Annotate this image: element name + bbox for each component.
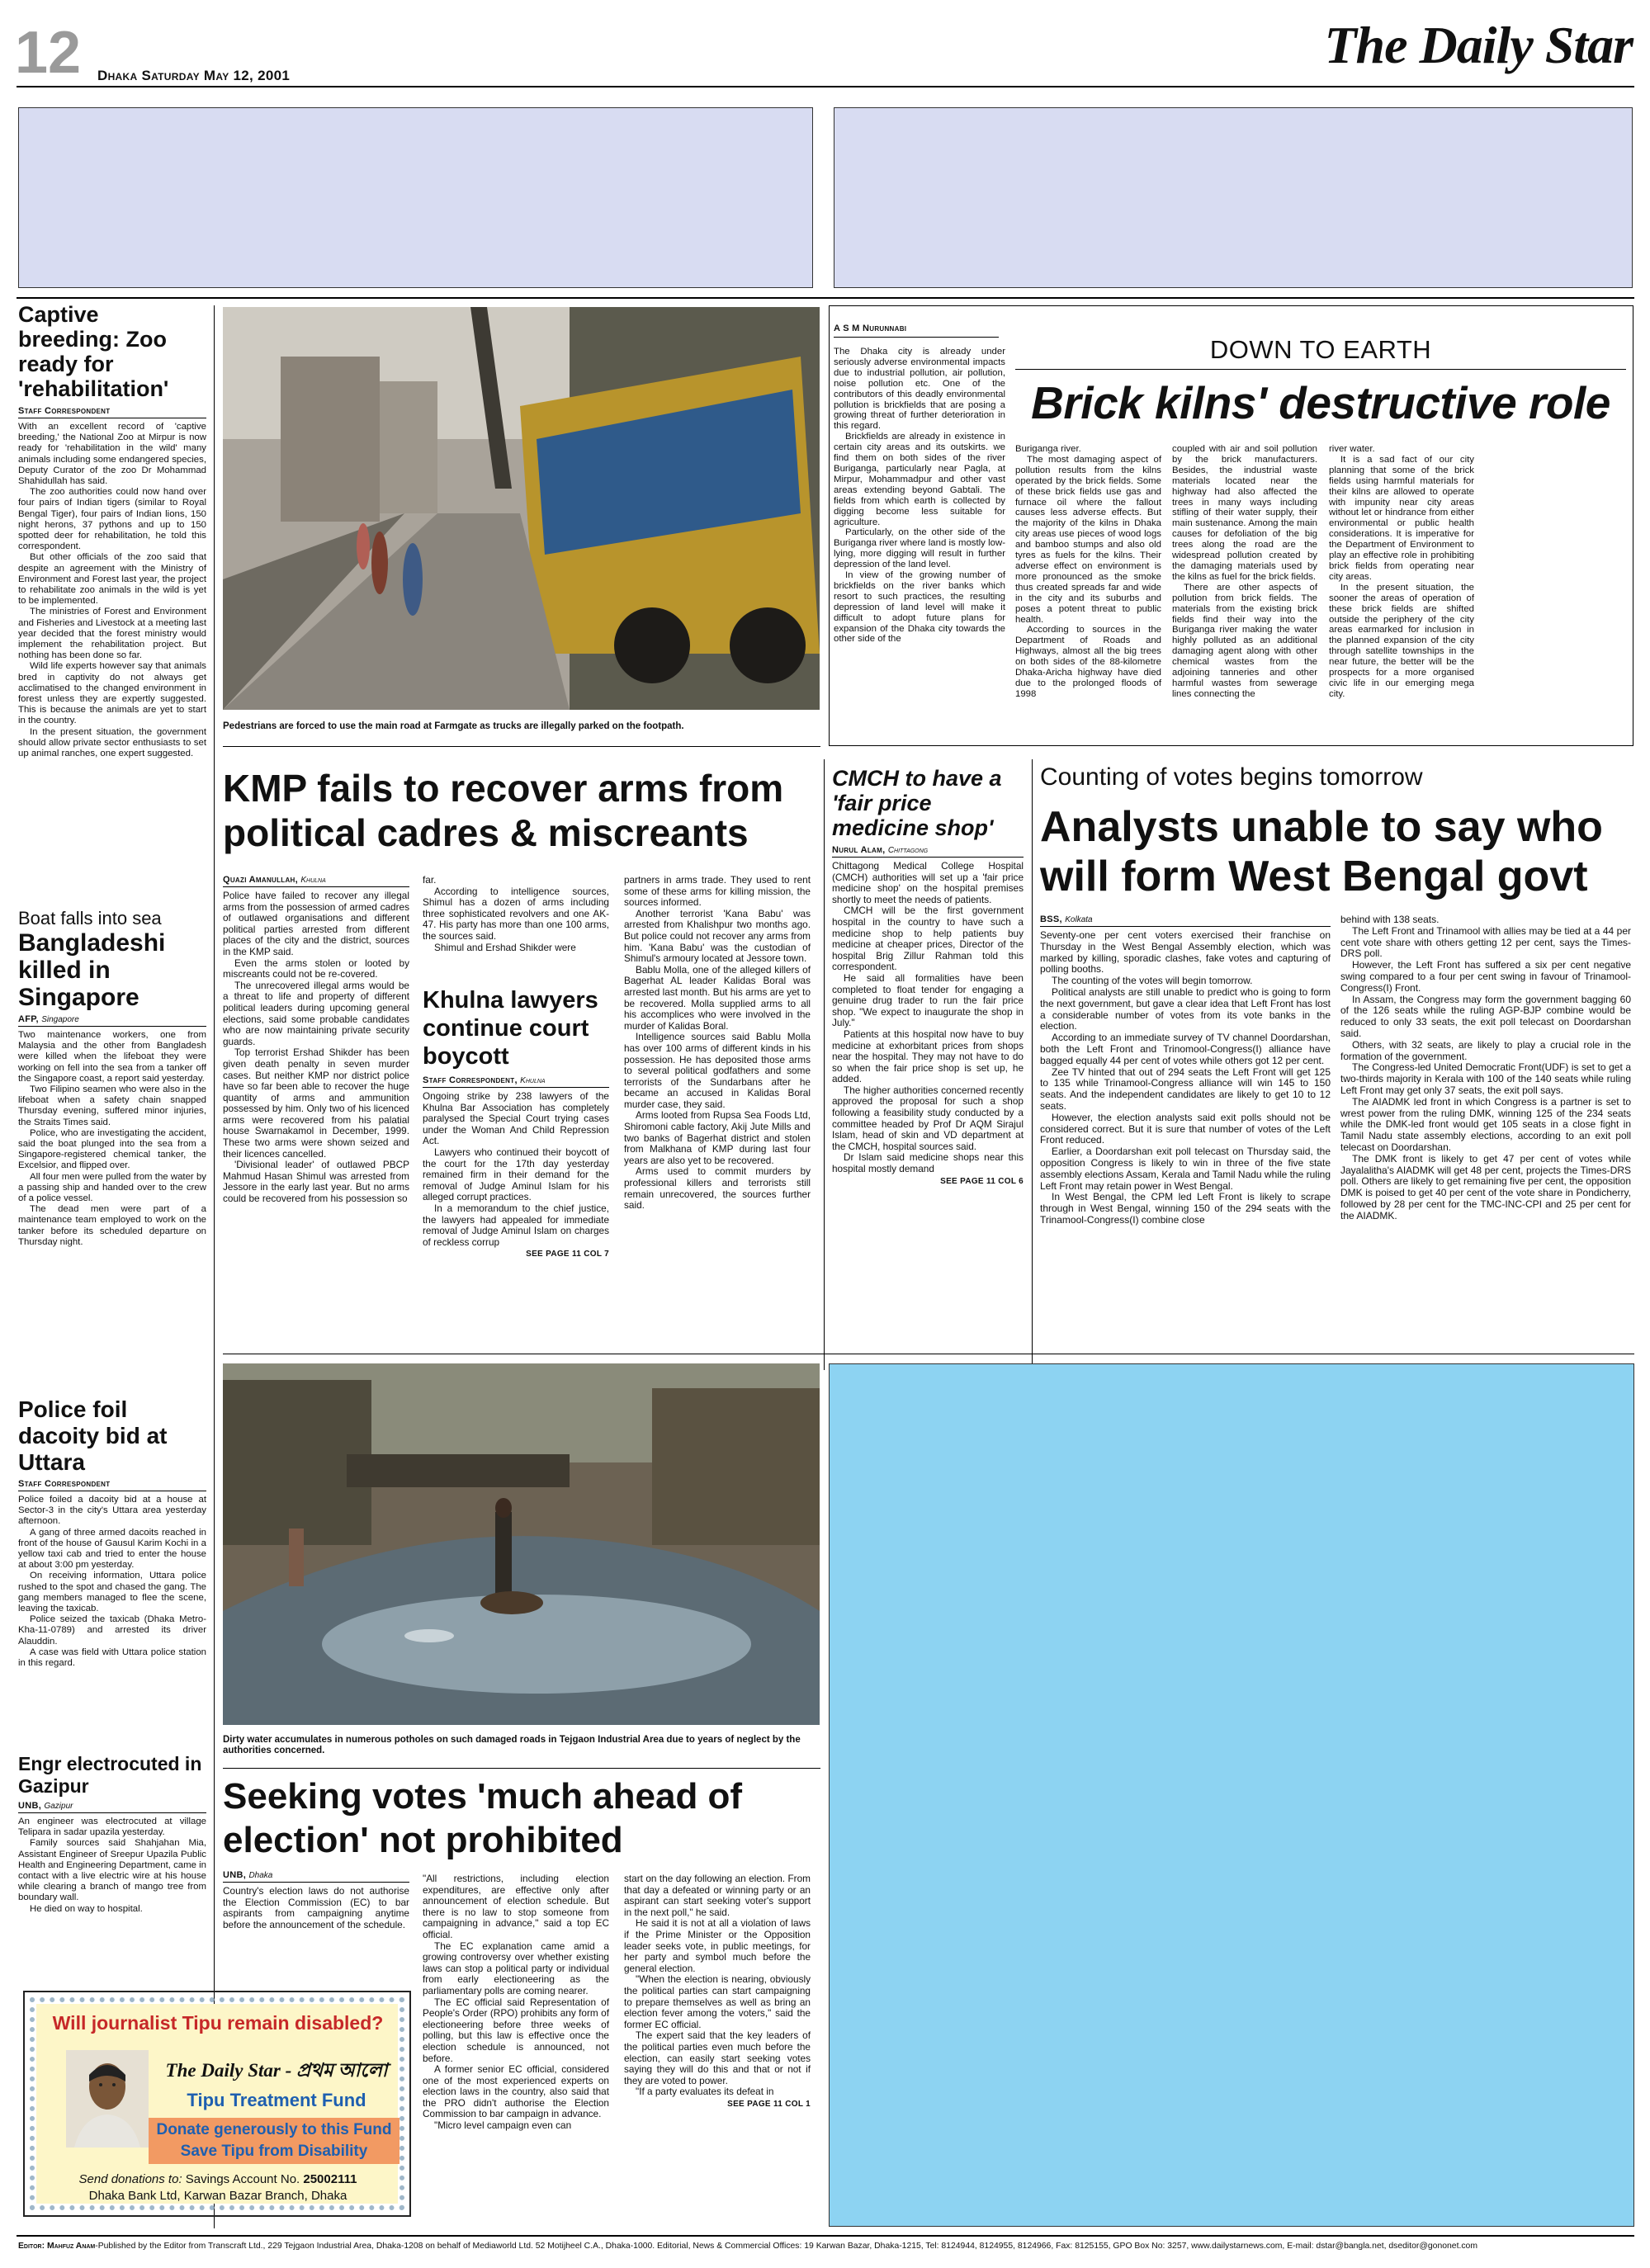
promo-logo: The Daily Star - প্রথম আলো xyxy=(165,2060,388,2081)
bengal-headline: Analysts unable to say who will form West Bengal govt xyxy=(1040,803,1603,900)
tipu-fund-box xyxy=(23,1991,411,2217)
votes-seepage: SEE PAGE 11 COL 1 xyxy=(727,2099,811,2109)
promo-bank: Dhaka Bank Ltd, Karwan Bazar Branch, Dhaka xyxy=(88,2189,347,2203)
brick-col1: The Dhaka city is already under seriously adverse environmental impacts due to industrial pollution, air pollution, noise pollution etc. One of the contributors of this deadly environmental pollution is brickfields that are posing a growing threat of further deterioration in this regard. Brickfields are already in existence in certain city areas and its outskirts. we find them on both sides of the river Buriganga, particularly near Pagla, at Mirpur, Mohammadpur and other vast areas extending beyond Gabtali. The fields from which earth is collected by digging become less suitable for agriculture. Particularly, on the other side of the Buriganga river where land is mostly low-lying, more digging will result in further depression of the land level. In view of the growing number of brickfields on the river banks which resort to such practices, the resulting depression of land level will make it difficult to adopt future plans for expansion of the Dhaka city towards the other side of the xyxy=(834,347,1005,645)
electrocuted-byline: UNB, Gazipur xyxy=(18,1801,206,1813)
cmch-story: CMCH to have a 'fair price medicine shop' Nurul Alam, Chittagong Chittagong Medical College Hospital (CMCH) authorities will set up a 'fair price medicine shop' on the hospital premises shortly to meet the needs of patients. CMCH will be the first government hospital in the country to have such a medicine shop to help patients buy medicine at cheaper prices, Director of the hospital Brig Zillur Rahman told this correspondent. He said all formalities have been completed to float tender for engaging a genuine drug trader to run the fair price shop. "We expect to inaugurate the shop in July." Patients at this hospital now have to buy medicine at exhorbitant prices from shops near the hospital. They may not have to do so when the fair price shop is set up, he added. The higher authorities concerned recently approved the proposal for such a shop following a feasibility study conducted by a committee headed by Prof Dr AQM Sirajul Islam, head of skin and VD department at the CMCH, hospital sources said. Dr Islam said medicine shops near this hospital mostly demand SEE PAGE 11 COL 6 xyxy=(832,766,1024,1186)
ad-box-lower xyxy=(829,1363,1634,2227)
zoo-byline: Staff Correspondent xyxy=(18,406,206,418)
dacoity-body: Police foiled a dacoity bid at a house at Sector-3 in the city's Uttara area yesterday afternoon. A gang of three armed dacoits reached in front of the house of Gausul Karim Kochi in a yellow taxi cab and tried to enter the house at about 3:00 pm yesterday. On receiving information, Uttara police rushed to the spot and chased the gang. The gang members managed to flee the scene, leaving the taxicab. Police seized the taxicab (Dhaka Metro-Kha-11-0789) and arrested its driver Alauddin. A case was field with Uttara police station in this regard. xyxy=(18,1495,206,1669)
footer: Editor: Mahfuz Anam-Published by the Editor from Transcraft Ltd., 229 Tejgaon Industrial Area, Dhaka-1208 on behalf of Mediaworld Ltd. 52 Motijheel C.A., Dhaka-1000. Editorial, News & Commercial Offices: 19 Karwan Bazar, Dhaka-1215, Tel: 8124944, 8124955, 8124966, Fax: 8125155, GPO Box No: 3257, www.dailystarnews.com, E-mail: dstar@bangla.net, dseditor@gononet.com xyxy=(18,2242,1477,2251)
dacoity-story xyxy=(18,1396,206,1669)
boat-byline: AFP, Singapore xyxy=(18,1014,206,1027)
promo-fund: Tipu Treatment Fund xyxy=(187,2090,366,2110)
votes-col3: start on the day following an election. From that day a defeated or winning party or an aspirant can start seeking voter's support in the next poll," he said. He said it is not at all a violation of laws if the Prime Minister or the Opposition leader seeks vote, in public meetings, for her party and symbol much before the general election. "When the election is nearing, obviously the political parties can start campaigning to prepare themselves as well as bring an election fever among the voters," said the former EC official. The expert said that the key leaders of the political parties even much before the election, can easily start seeking votes saying they will do this and that or not if they are voted to power. "If a party evaluates its defeat in SEE PAGE 11 COL 1 xyxy=(624,1873,811,2109)
page-number: 12 xyxy=(15,20,82,86)
boat-body: Two maintenance workers, one from Malaysia and the other from Bangladesh were killed when the lifeboat they were working on fell into the sea from a tanker off the Singapore coast, a report said yesterday. Two Filipino seamen who were also in the lifeboat when a safety chain snapped Thursday evening, suffered minor injuries, the Straits Times said. Police, who are investigating the accident, said the boat plunged into the sea from a Singapore-registered chemical tanker, the Excelsior, and flipped over. All four men were pulled from the water by a passing ship and handed over to the crew of a police vessel. The dead men were part of a maintenance team employed to work on the tanker before its scheduled departure on Thursday night. xyxy=(18,1030,206,1247)
bengal-col2: behind with 138 seats. The Left Front and Trinamool with allies may be tied at a 44 per cent vote share with others getting 12 per cent, says the Times-DRS poll. However, the Left Front has suffered a six per cent negative swing compared to a four per cent swing in favour of Trinamool-Congress(I) Front. In Assam, the Congress may form the government bagging 60 of the 126 seats while the ruling AGP-BJP combine would be reduced to only 33 seats, the exit poll telecast on Doordarshan said. Others, with 32 seats, are likely to play a crucial role in the formation of the government. The Congress-led United Democratic Front(UDF) is set to get a two-thirds majority in Kerala with 100 of the 140 seats while ruling Left Front may get only 37 seats, the exit poll says. The AIADMK led front in which Congress is a partner is set to wrest power from the ruling DMK, winning 125 of the 234 seats while the DMK-led front would get 105 seats in a close fight in Tamil Nadu state assembly elections, according to an exit poll telecast on Doordarshan. The DMK front is likely to get 47 per cent of votes while Jayalalitha's AIADMK will get 48 per cent, projects the Times-DRS poll. Others are likely to get remaining five per cent, the opposition DMK is poised to get 40 per cent of the vote share in Pondicherry, followed by 28 per cent for the TMC-INC-CPI and 25 per cent for the AIADMK. xyxy=(1340,914,1631,1221)
footer-rule xyxy=(17,2235,1634,2237)
khulna-story: Khulna lawyers continue court boycott Staff Correspondent, Khulna Ongoing strike by 238 lawyers of the Khulna Bar Association has completely paralysed the Special Court trying cases under the Woman And Child Repression Act. Lawyers who continued their boycott of the court for the 17th day yesterday remained firm in their demand for the removal of Judge Aminul Islam for his alleged corrupt practices. In a memorandum to the chief justice, the lawyers had appealed for immediate removal of Judge Aminul Islam on charges of reckless corrup SEE PAGE 11 COL 7 xyxy=(423,987,609,1259)
brick-headline: Brick kilns' destructive role xyxy=(1031,377,1610,428)
zoo-body: With an excellent record of 'captive breeding,' the National Zoo at Mirpur is now ready for 'rehabilitation in the wild' many animals including some endangered species, Deputy Curator of the zoo Dr Mohammad Shahidullah has said. The zoo authorities could now hand over four pairs of Indian tigers (similar to Royal Bengal Tiger), four pairs of Indian lions, 150 night herons, 37 pythons and up to 150 spotted deer for rehabilitation, he told this correspondent. But other officials of the zoo said that despite an agreement with the Ministry of Environment and Forest last year, the project to rehabilitate zoo animals in the wild is yet to be implemented. The ministries of Forest and Environment and Fisheries and Livestock at a meeting last year decided that the forest ministry would implement the rehabilitation project. But nothing has been done so far. Wild life experts however say that animals bred in captivity do not always get acclimatised to the changed environment in forest unless they are expertly suggested. This is because the animals are yet to start in the country. In the present situation, the government should allow private sector enthusiasts to set up animal ranches, one expert suggested. xyxy=(18,422,206,759)
khulna-byline: Staff Correspondent, Khulna xyxy=(423,1075,609,1088)
kmp-col2: far. According to intelligence sources, Shimul has a dozen of arms including three sophisticated revolvers and one AK-47. His party has more than one 100 arms, the sources said. Shimul and Ershad Shikder were xyxy=(423,874,609,953)
brick-byline: A S M Nurunnabi xyxy=(834,324,907,333)
bengal-byline: BSS, Kolkata xyxy=(1040,914,1331,927)
column-divider xyxy=(1032,759,1033,1370)
kmp-col3: partners in arms trade. They used to rent some of these arms for killing mission, the sources informed. Another terrorist 'Kana Babu' was arrested from Khalishpur two months ago. But police could not recover any arms from him. 'Kana Babu' was the custodian of Shimul's armoury located at Jessore town. Bablu Molla, one of the alleged killers of Bagerhat AL leader Kalidas Boral was arrested last month. But his arms are yet to be recovered. Molla supplied arms to all his accomplices who were involved in the murder of Kalidas Boral. Intelligence sources said Bablu Molla has over 100 arms of different kinds in his possession. He has deposited those arms to several political godfathers and some terrorists of the Sundarbans after he became an accused in Kalidas Boral murder case, they said. Arms looted from Rupsa Sea Foods Ltd, Shiromoni cable factory, Akij Jute Mills and two banks of Bagerhat district and stolen from Malkhana of KMP during last four years are also yet to be recovered. Arms used to commit murders by professional killers and terrorists still remain unrecovered, the sources further said. xyxy=(624,874,811,1212)
tejgaon-caption: Dirty water accumulates in numerous potholes on such damaged roads in Tejgaon Industrial Area due to years of neglect by the authorities concerned. xyxy=(223,1735,801,1755)
brick-col3: coupled with air and soil pollution by the brick manufacturers. Besides, the industrial waste materials located near the highway had also affected the trees in many ways including stifling of their water supply, their main sustenance. Among the main causes for defoliation of the big trees along the road are the widespread pollution created by the damaging materials used by the kilns as fuel for the brick fields. There are other aspects of pollution from brick fields. The materials from the existing brick fields find their way into the Buriganga river making the water highly polluted as an additional damaging agent along with other chemical wastes from the adjoining tanneries and other harmful wastes from sewerage lines connecting the xyxy=(1172,444,1317,699)
bengal-kicker: Counting of votes begins tomorrow xyxy=(1040,763,1423,791)
votes-headline: Seeking votes 'much ahead of election' not prohibited xyxy=(223,1776,743,1860)
kmp-col1: Quazi Amanullah, Khulna Police have failed to recover any illegal arms from the possession of armed cadres of outlawed organisations and different political parties arrested from different places of the city and the district, sources in the KMP said. Even the arms stolen or looted by miscreants could not be re-covered. The unrecovered illegal arms would be a threat to life and property of different political leaders during upcoming general elections, said some probable candidates who are now maintaining private security guards. Top terrorist Ershad Shikder has been given death penalty in seven murder cases. But neither KMP nor district police have so far been able to recover the huge quantity of arms and ammunition possessed by him. Only two of his licenced arms were recovered from his palatial house Swarnakamol in December, 1999. These two arms were shown seized and their licences cancelled. 'Divisional leader' of outlawed PBCP Mahmud Hasan Shimul was arrested from Jessore in the early last year. But no arms could be recovered from his possession so xyxy=(223,875,409,1205)
promo-title: Will journalist Tipu remain disabled? xyxy=(52,2012,384,2034)
farmgate-photo xyxy=(223,307,820,710)
brick-label-rule xyxy=(1015,369,1626,370)
column-divider xyxy=(824,759,825,1370)
boat-headline: Bangladeshi killed in Singapore xyxy=(18,929,166,1011)
brick-col2: Buriganga river. The most damaging aspect of pollution results from the kilns operated by the brick fields. Some of these brick fields use gas and furnace oil where the fallout causes less adverse effects. But the majority of the kilns in Dhaka city areas use pieces of wood logs and bamboo stumps and also old tyres as fuels for the kilns. Their adverse effect on environment is more pronounced as the smoke thus created spreads far and wide in the city and its suburbs and poses a potent threat to public health. According to sources in the Department of Roads and Highways, almost all the big trees on both sides of the 88-kilometre Dhaka-Aricha highway have died due to the prolonged floods of 1998 xyxy=(1015,444,1161,699)
cmch-headline: CMCH to have a 'fair price medicine shop' xyxy=(832,766,1002,840)
kmp-byline: Quazi Amanullah, Khulna xyxy=(223,875,409,887)
ad-rule xyxy=(17,297,1634,299)
cmch-seepage: SEE PAGE 11 COL 6 xyxy=(940,1176,1024,1186)
zoo-story xyxy=(18,302,206,759)
electrocuted-body: An engineer was electrocuted at village Telipara in sadar upazila yesterday. Family sources said Shahjahan Mia, Assistant Engineer of Sreepur Upazila Public Health and Engineering Department, came in contact with a live electric wire at his house while clearing a branch of mango tree from boundary wall. He died on way to hospital. xyxy=(18,1817,206,1914)
photo1-rule xyxy=(223,746,820,747)
votes-col2: "All restrictions, including election expenditures, are effective only after announcement of election schedule. But there is no law to stop someone from campaigning in advance," said a top EC official. The EC explanation came amid a growing controversy over whether existing laws can stop a political party or individual from early electioneering as the parliamentary polls are coming nearer. The EC official said Representation of People's Order (RPO) prohibits any form of electioneering before three weeks of polling, but this law is effective once the election schedule is announced, not before. A former senior EC official, considered one of the most experienced experts on election laws in the country, also said that the PRO didn't authorise the Election Commission to bar campaign in advance. "Micro level campaign even can xyxy=(423,1873,609,2132)
votes-col1: UNB, Dhaka Country's election laws do not authorise the Election Commission (EC) to bar aspirants from campaigning anytime before the announcement of the schedule. xyxy=(223,1870,409,1930)
dacoity-headline: Police foil dacoity bid at Uttara xyxy=(18,1396,168,1475)
ad-box-left xyxy=(18,107,813,288)
farmgate-caption: Pedestrians are forced to use the main road at Farmgate as trucks are illegally parked on the footpath. xyxy=(223,721,684,731)
votes-byline: UNB, Dhaka xyxy=(223,1870,409,1883)
dateline: Dhaka Saturday May 12, 2001 xyxy=(97,68,291,83)
kmp-headline: KMP fails to recover arms from political cadres & miscreants xyxy=(223,767,784,854)
promo-line1: Donate generously to this Fund xyxy=(156,2121,392,2138)
brick-label: DOWN TO EARTH xyxy=(1209,335,1432,364)
ad-box-right xyxy=(834,107,1633,288)
bengal-col1: BSS, Kolkata Seventy-one per cent voters exercised their franchise on Thursday in the West Bengal Assembly election, which was marked by killing, sporadic clashes, fake votes and capturing of polling booths. The counting of the votes will begin tomorrow. Political analysts are still unable to predict who is going to form the next government, but gave a clear idea that Left Front has lost a considerable number of votes from its vote banks in the election. According to an immediate survey of TV channel Doordarshan, both the Left Front and Trinomool-Congress(I) alliance have bagged equally 44 per cent of votes while others got 12 per cent. Zee TV hinted that out of 294 seats the Left Front will get 125 to 135 while Trinamool-Congress alliance will win 145 to 150 seats. And the independent candidates are likely to get 10 to 12 seats. However, the election analysts said exit polls should not be considered correct. But it is sure that number of votes of the Left Front reduced. Earlier, a Doordarshan exit poll telecast on Thursday said, the opposition Congress is likely to win in three of the five state assembly elections Assam, Kerala and Tamil Nadu while the ruling Left Front may retain power in West Bengal. In West Bengal, the CPM led Left Front is likely to scrape through in West Bengal, winning 150 of the 294 seats with the Trinamool-Congress(I) combine close xyxy=(1040,914,1331,1226)
khulna-seepage: SEE PAGE 11 COL 7 xyxy=(526,1250,609,1259)
promo-send: Send donations to: Savings Account No. 25002111 xyxy=(78,2172,357,2186)
electrocuted-headline: Engr electrocuted in Gazipur xyxy=(18,1753,202,1797)
dacoity-byline: Staff Correspondent xyxy=(18,1479,206,1491)
column-divider xyxy=(214,305,215,2228)
masthead-rule xyxy=(17,86,1634,87)
zoo-headline: Captive breeding: Zoo ready for 'rehabilitation' xyxy=(18,302,169,401)
boat-story xyxy=(18,908,206,1248)
khulna-headline: Khulna lawyers continue court boycott xyxy=(423,987,598,1070)
brick-byline-rule xyxy=(834,337,999,338)
masthead-logo: The Daily Star xyxy=(1324,16,1633,74)
boat-kicker: Boat falls into sea xyxy=(18,908,162,928)
brick-col4: river water. It is a sad fact of our city planning that some of the brick fields using harmful materials for their kilns are allowed to operate with impunity near city areas without let or hindrance from either environmental or public health considerations. It is imperative for the Department of Environment to play an effective role in prohibiting brick fields from operating near city areas. In the present situation, the sooner the areas of operation of these brick fields are shifted outside the periphery of the city areas earmarked for inclusion in the planned expansion of the city through satellite townships in the near future, the better will be the prospects for a more organised civic life in our emerging mega city. xyxy=(1329,444,1474,699)
cmch-byline: Nurul Alam, Chittagong xyxy=(832,845,1024,858)
photo2-rule xyxy=(223,1768,820,1769)
promo-line2: Save Tipu from Disability xyxy=(180,2143,368,2160)
tipu-photo xyxy=(66,2050,149,2148)
electrocuted-story xyxy=(18,1753,206,1915)
tejgaon-photo xyxy=(223,1363,820,1725)
